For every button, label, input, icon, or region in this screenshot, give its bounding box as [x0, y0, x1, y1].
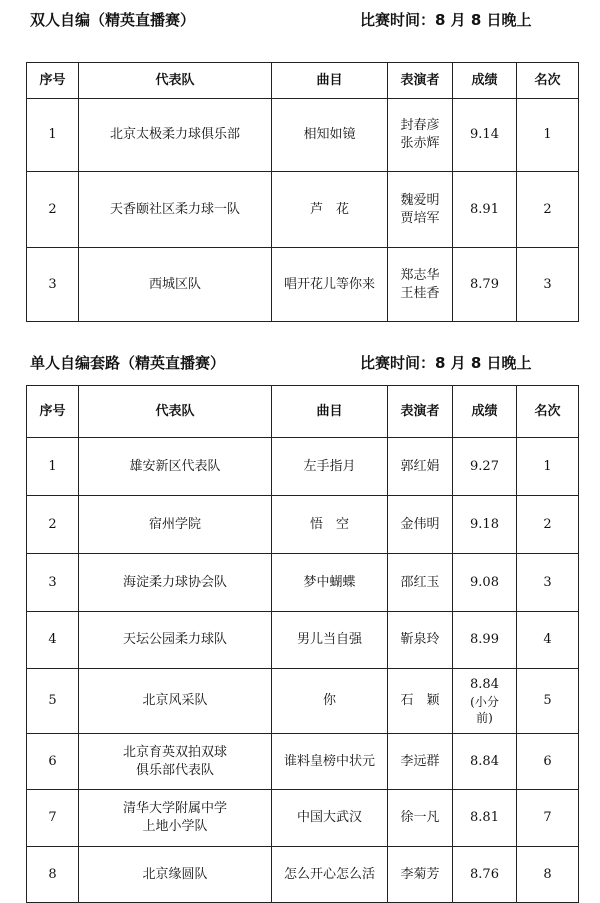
cell-rank: 5 — [517, 669, 579, 734]
cell-score — [453, 669, 517, 734]
header-piece: 曲目 — [272, 63, 388, 99]
performer-name: 贾培军 — [400, 210, 440, 226]
score-note: 前) — [476, 711, 493, 725]
cell-piece: 左手指月 — [272, 438, 388, 496]
cell-no: 3 — [27, 248, 79, 322]
cell-performer: 金伟明 — [388, 496, 453, 554]
cell-rank: 8 — [517, 847, 579, 903]
cell-no: 5 — [27, 669, 79, 734]
table-header-row — [27, 63, 579, 99]
header-rank: 名次 — [517, 63, 579, 99]
cell-score: 8.79 — [453, 248, 517, 322]
team-line: 俱乐部代表队 — [135, 762, 214, 778]
performer-name: 张赤辉 — [400, 136, 440, 151]
cell-team — [79, 734, 272, 790]
cell-piece: 相知如镜 — [272, 99, 388, 172]
cell-piece: 中国大武汉 — [272, 790, 388, 847]
table-row — [27, 847, 579, 903]
section2-time: 比赛时间：8 月 8 日晚上 — [360, 354, 532, 372]
cell-rank: 2 — [517, 496, 579, 554]
cell-score: 8.81 — [453, 790, 517, 847]
cell-rank: 3 — [517, 248, 579, 322]
cell-score: 8.76 — [453, 847, 517, 903]
table-row — [27, 734, 579, 790]
header-team: 代表队 — [79, 63, 272, 99]
cell-team: 天坛公园柔力球队 — [79, 612, 272, 669]
cell-score: 9.18 — [453, 496, 517, 554]
header-rank: 名次 — [517, 386, 579, 438]
table-row — [27, 438, 579, 496]
table-row — [27, 790, 579, 847]
table-row — [27, 554, 579, 612]
cell-team: 西城区队 — [79, 248, 272, 322]
cell-score: 8.84 — [453, 734, 517, 790]
cell-piece: 怎么开心怎么活 — [272, 847, 388, 903]
header-no: 序号 — [27, 63, 79, 99]
cell-rank: 7 — [517, 790, 579, 847]
header-score: 成绩 — [453, 63, 517, 99]
pairs-results-table — [26, 62, 579, 322]
team-line: 清华大学附属中学 — [122, 801, 227, 816]
performer-name: 魏爱明 — [400, 192, 440, 208]
cell-no: 2 — [27, 496, 79, 554]
table-row — [27, 612, 579, 669]
cell-no: 1 — [27, 438, 79, 496]
header-performer: 表演者 — [388, 63, 453, 99]
table-header-row — [27, 386, 579, 438]
cell-performer: 郭红娟 — [388, 438, 453, 496]
cell-piece: 男儿当自强 — [272, 612, 388, 669]
cell-score: 9.14 — [453, 99, 517, 172]
cell-performer: 邵红玉 — [388, 554, 453, 612]
cell-no: 7 — [27, 790, 79, 847]
cell-piece: 谁料皇榜中状元 — [272, 734, 388, 790]
cell-score: 8.99 — [453, 612, 517, 669]
cell-no: 4 — [27, 612, 79, 669]
score-value: 8.84 — [470, 677, 499, 692]
cell-rank: 1 — [517, 438, 579, 496]
section1-time: 比赛时间：8 月 8 日晚上 — [360, 11, 532, 29]
cell-performers — [388, 172, 453, 248]
cell-performer: 李远群 — [388, 734, 453, 790]
cell-team: 北京风采队 — [79, 669, 272, 734]
cell-performer: 李菊芳 — [388, 847, 453, 903]
cell-piece: 唱开花儿等你来 — [272, 248, 388, 322]
header-performer: 表演者 — [388, 386, 453, 438]
cell-team: 雄安新区代表队 — [79, 438, 272, 496]
header-team: 代表队 — [79, 386, 272, 438]
cell-team — [79, 790, 272, 847]
cell-performer: 靳泉玲 — [388, 612, 453, 669]
cell-no: 3 — [27, 554, 79, 612]
cell-performer: 徐一凡 — [388, 790, 453, 847]
cell-rank: 4 — [517, 612, 579, 669]
cell-score: 9.27 — [453, 438, 517, 496]
cell-team: 海淀柔力球协会队 — [79, 554, 272, 612]
cell-no: 6 — [27, 734, 79, 790]
team-line: 上地小学队 — [142, 819, 208, 834]
performer-name: 郑志华 — [400, 267, 440, 283]
section1-title: 双人自编（精英直播赛） — [30, 11, 196, 29]
solo-results-table — [26, 385, 579, 903]
section2-title: 单人自编套路（精英直播赛） — [30, 354, 226, 372]
table-row — [27, 172, 579, 248]
cell-piece: 梦中蝴蝶 — [272, 554, 388, 612]
cell-rank: 2 — [517, 172, 579, 248]
cell-team: 宿州学院 — [79, 496, 272, 554]
cell-no: 2 — [27, 172, 79, 248]
table-row — [27, 248, 579, 322]
cell-team: 北京缘圆队 — [79, 847, 272, 903]
score-note: (小分 — [470, 695, 499, 709]
cell-rank: 6 — [517, 734, 579, 790]
cell-rank: 3 — [517, 554, 579, 612]
header-score: 成绩 — [453, 386, 517, 438]
cell-no: 8 — [27, 847, 79, 903]
cell-score: 8.91 — [453, 172, 517, 248]
table-row — [27, 99, 579, 172]
cell-team: 北京太极柔力球俱乐部 — [79, 99, 272, 172]
cell-performer: 石 颖 — [388, 669, 453, 734]
cell-piece: 悟 空 — [272, 496, 388, 554]
table-row — [27, 496, 579, 554]
section2-title-row — [0, 349, 600, 373]
cell-performers — [388, 248, 453, 322]
performer-name: 封春彦 — [400, 118, 440, 133]
cell-rank: 1 — [517, 99, 579, 172]
cell-performers — [388, 99, 453, 172]
header-piece: 曲目 — [272, 386, 388, 438]
team-line: 北京育英双拍双球 — [122, 744, 227, 760]
cell-team: 天香颐社区柔力球一队 — [79, 172, 272, 248]
cell-piece: 你 — [272, 669, 388, 734]
cell-piece: 芦 花 — [272, 172, 388, 248]
header-no: 序号 — [27, 386, 79, 438]
table-row — [27, 669, 579, 734]
cell-score: 9.08 — [453, 554, 517, 612]
performer-name: 王桂香 — [400, 285, 440, 301]
cell-no: 1 — [27, 99, 79, 172]
section1-title-row — [0, 6, 600, 30]
